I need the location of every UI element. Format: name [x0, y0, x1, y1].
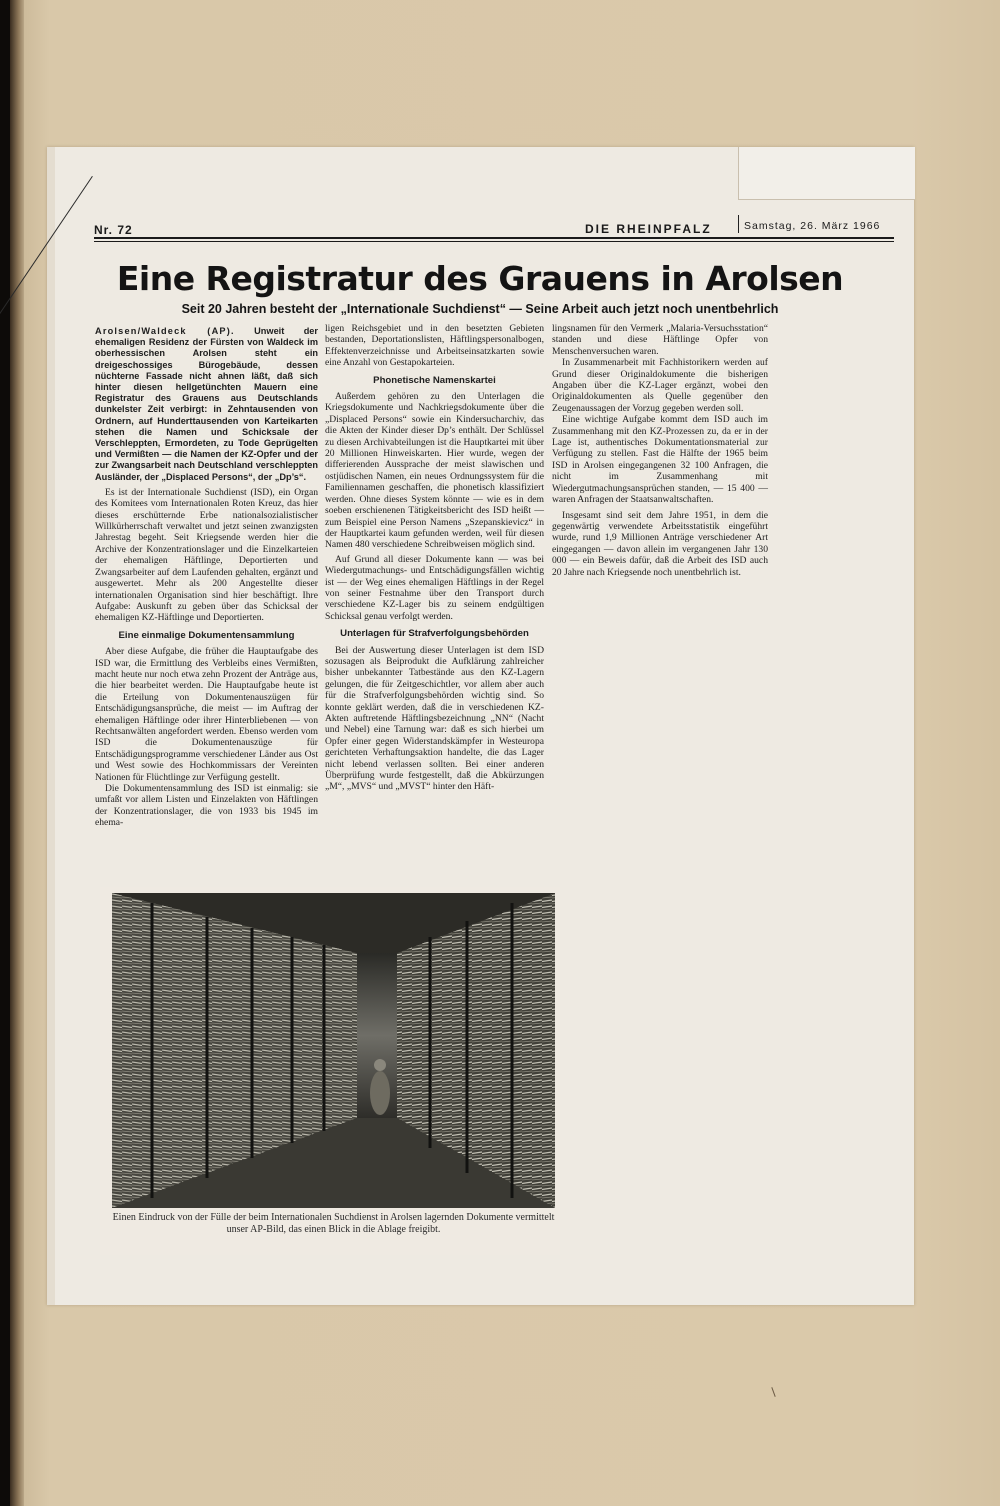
paragraph: Die Dokumentensammlung des ISD ist einmalig: sie umfaßt vor allem Listen und Einzelakten von Häftlingen der Konzentrationslager, die von 1933 bis 1945 im ehema-: [95, 783, 318, 829]
lead-text: Unweit der ehemaligen Residenz der Fürsten von Waldeck im oberhessischen Arolsen steht ein dreigeschossiges Bürogebäude, dessen nüchterne Fassade nicht ahnen läßt, daß sich hinter diesen hellgetünchten Mauern eine Registratur des Grauens aus Deutschlands dunkelster Zeit verbirgt: in Zehntausenden von Ordnern, auf Hunderttausenden von Karteikarten stehen die Namen und Schicksale der Verschleppten, Ermordeten, zu Tode Geprügelten und Vermißten — die Namen der KZ-Opfer und der zur Zwangsarbeit nach Deutschland verschleppten Ausländer, der „Displaced Persons“, der „Dp’s“.: [95, 326, 318, 482]
dateline: Arolsen/Waldeck (AP).: [95, 326, 235, 336]
subheadline: Seit 20 Jahren besteht der „Internationale Suchdienst“ — Seine Arbeit auch jetzt noch unentbehrlich: [181, 302, 779, 316]
article-column-2: [325, 323, 544, 793]
masthead-separator: [738, 215, 739, 233]
issue-date: Samstag, 26. März 1966: [744, 220, 881, 232]
paragraph: Außerdem gehören zu den Unterlagen die Kriegsdokumente und Nachkriegsdokumente über die „Displaced Persons“ sowie ein Kindersucharchiv, das die Akten der Kinder dieser Dp’s enthält. Der Schlüssel zu diesen Archivabteilungen ist die Hauptkartei mit über 20 Millionen Hinweiskarten. Hier wurde, wegen der differierenden Aussprache der meist slawischen und ostjüdischen Namen, ein neues Ordnungssystem für die Familiennamen geschaffen, die phonetisch klassifiziert werden. Ohne dieses System könnte — wie es in dem soeben erschienenen Tätigkeitsbericht des ISD heißt — zum Beispiel eine Person Namens „Szepanskievicz“ in der Hauptkartei kaum gefunden werden, weil für diesen Namen 480 verschiedene Schreibweisen möglich sind.: [325, 391, 544, 551]
paragraph: ligen Reichsgebiet und in den besetzten Gebieten bestanden, Deportationslisten, Häftlingspersonalbogen, Effektenverzeichnisse und Arbeitseinsatzkarten sowie eine Anzahl von Gestapokarteien.: [325, 323, 544, 369]
paragraph: lingsnamen für den Vermerk „Malaria-Versuchsstation“ standen und diese Häftlinge Opfer von Menschenversuchen waren.: [552, 323, 768, 357]
masthead: [94, 219, 894, 237]
masthead-rule-thin: [94, 241, 894, 242]
issue-number: Nr. 72: [94, 223, 133, 237]
paragraph: In Zusammenarbeit mit Fachhistorikern werden auf Grund dieser Originaldokumente die bisherigen Angaben über die KZ-Lager ergänzt, wobei den Originaldokumenten als Quelle gegenüber den Zeugenaussagen der Vorzug gegeben werden soll.: [552, 357, 768, 414]
archive-photo: [112, 893, 555, 1208]
section-heading: Unterlagen für Strafverfolgungsbehörden: [340, 628, 529, 640]
clipping-date-tab: [738, 147, 915, 200]
article-column-1: [95, 326, 318, 829]
album-spine: [10, 0, 24, 1506]
paragraph: Auf Grund all dieser Dokumente kann — was bei Wiedergutmachungs- und Entschädigungsfällen wichtig ist — der Weg eines ehemaligen Häftlings in der Regel von seiner Festnahme über den Transport durch verschiedene KZ-Lager bis zu seinem endgültigen Schicksal genau verfolgt werden.: [325, 553, 544, 622]
paragraph: Bei der Auswertung dieser Unterlagen ist dem ISD sozusagen als Beiprodukt die Aufklärung zahlreicher bisher unbekannter Tatbestände aus den KZ-Lagern gelungen, die für Zeitgeschichtler, vor allem aber auch für die Strafverfolgungsbehörden wichtig sind. So konnte geklärt werden, daß die in verschiedenen KZ-Akten auftretende Häftlingsbezeichnung „NN“ (Nacht und Nebel) eine Tarnung war: daß es sich hierbei um Opfer einer gegen Widerstandskämpfer in Westeuropa gerichteten Verhaftungsaktion handelte, die das Lager nicht lebend verlassen sollten. Bei einer anderen Überprüfung wurde festgestellt, daß die Abkürzungen „M“, „MVS“ und „MVST“ hinter den Häft-: [325, 644, 544, 793]
section-heading: Eine einmalige Dokumentensammlung: [118, 629, 295, 641]
clipping-edge: [47, 147, 55, 1305]
headline: Eine Registratur des Grauens in Arolsen: [116, 259, 844, 298]
archive-shelves-image: [112, 893, 555, 1208]
article-column-3: [552, 323, 768, 578]
masthead-rule: [94, 237, 894, 239]
paragraph: Es ist der Internationale Suchdienst (ISD), ein Organ des Komitees vom Internationalen Roten Kreuz, das hier dieses erschütternde Erbe nationalsozialistischer Willkürherrschaft verwaltet und jetzt seinen zwanzigsten Jahrestag begeht. Seit Kriegsende werden hier die Archive der Konzentrationslager und die Einzelkarteien der ehemaligen Häftlinge, Deportierten und Zwangsarbeiter auf dem Laufenden gehalten, ergänzt und ausgewertet. Mehr als 200 Angestellte dieser internationalen Organisation sind hier beschäftigt. Ihre Aufgabe: Auskunft zu geben über das Schicksal der ehemaligen KZ-Häftlinge und Deportierten.: [95, 486, 318, 624]
paragraph: Insgesamt sind seit dem Jahre 1951, in dem die gegenwärtig verwendete Arbeitsstatistik eingeführt wurde, rund 1,9 Millionen Anträge verschiedener Art eingegangen — davon allein im vergangenen Jahr 130 000 — ein Beweis dafür, daß die Arbeit des ISD auch 20 Jahre nach Kriegsende noch unentbehrlich ist.: [552, 509, 768, 578]
photo-caption: Einen Eindruck von der Fülle der beim Internationalen Suchdienst in Arolsen lagernden Dokumente vermittelt unser AP-Bild, das einen Blick in die Ablage freigibt.: [112, 1212, 555, 1235]
section-heading: Phonetische Namenskartei: [373, 374, 496, 386]
paragraph: Aber diese Aufgabe, die früher die Hauptaufgabe des ISD war, die Ermittlung des Verbleibs eines Vermißten, macht heute nur noch etwa zehn Prozent der Anträge aus, die hier bearbeitet werden. Die Hauptaufgabe heute ist die Erteilung von Dokumentenauszügen für Entschädigungsansprüche, die meist — im Auftrag der ehemaligen Häftlinge oder ihrer Hinterbliebenen — von Rechtsanwälten angefordert werden. Ebenso werden vom ISD die Dokumentenauszüge für Entschädigungsprogramme verschiedener Länder aus Ost und West sowie des Hochkommissars der Vereinten Nationen für Flüchtlinge zur Verfügung gestellt.: [95, 646, 318, 783]
newspaper-name: DIE RHEINPFALZ: [585, 222, 712, 236]
lead-paragraph: [95, 326, 318, 483]
paragraph: Eine wichtige Aufgabe kommt dem ISD auch im Zusammenhang mit den KZ-Prozessen zu, da er in der Lage ist, authentisches Dokumentationsmaterial zur Verfügung zu stellen. Fast die Hälfte der 1965 beim ISD in Arolsen eingegangenen 32 100 Anfragen, die nicht im Zusammenhang mit Wiedergutmachungsansprüchen standen, — 15 400 — waren Anfragen der Staatsanwaltschaften.: [552, 414, 768, 506]
